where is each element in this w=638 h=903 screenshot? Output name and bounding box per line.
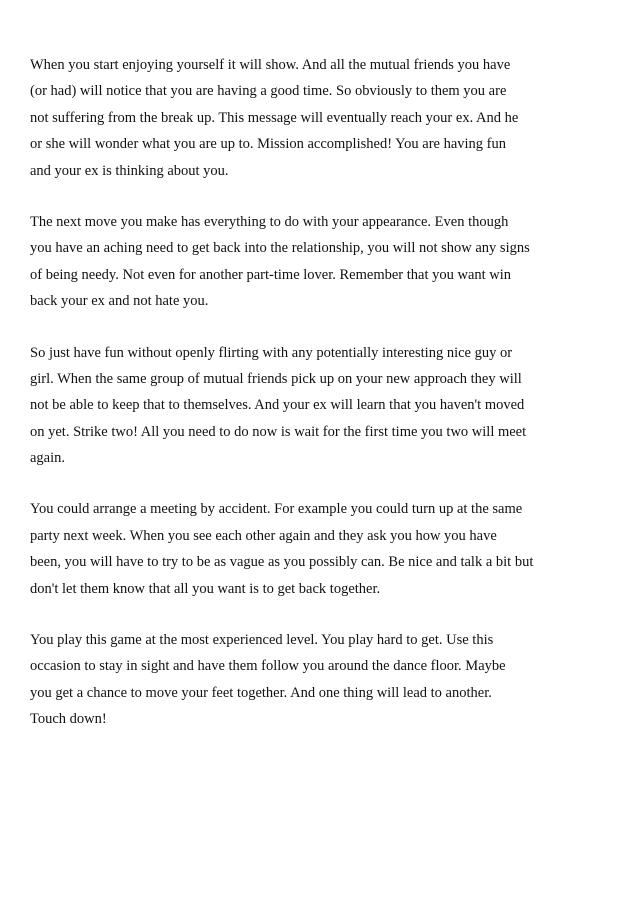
- text-line: (or had) will notice that you are having a good time. So obviously to them you are: [30, 83, 507, 100]
- text-line: you have an aching need to get back into the relationship, you will not show any signs: [30, 240, 530, 257]
- text-line: on yet. Strike two! All you need to do now is wait for the first time you two will meet: [30, 423, 527, 440]
- paragraph-5: [30, 627, 590, 733]
- text-line: don't let them know that all you want is to get back together.: [30, 580, 381, 597]
- text-line: Touch down!: [30, 711, 107, 728]
- body-text: [30, 52, 590, 758]
- text-line: occasion to stay in sight and have them follow you around the dance floor. Maybe: [30, 658, 506, 675]
- text-line: you get a chance to move your feet together. And one thing will lead to another.: [30, 684, 492, 701]
- text-line: girl. When the same group of mutual friends pick up on your new approach they will: [30, 370, 522, 387]
- text-line: You play this game at the most experienced level. You play hard to get. Use this: [30, 632, 494, 649]
- text-line: back your ex and not hate you.: [30, 293, 209, 310]
- text-line: party next week. When you see each other again and they ask you how you have: [30, 527, 497, 544]
- paragraph-3: [30, 340, 590, 472]
- paragraph-1: [30, 52, 590, 184]
- text-line: or she will wonder what you are up to. Mission accomplished! You are having fun: [30, 136, 507, 153]
- paragraph-4: [30, 496, 590, 602]
- text-line: When you start enjoying yourself it will show. And all the mutual friends you have: [30, 57, 511, 73]
- text-line: again.: [30, 450, 66, 467]
- paragraph-2: [30, 209, 590, 315]
- text-line: of being needy. Not even for another part-time lover. Remember that you want win: [30, 266, 512, 283]
- text-line: So just have fun without openly flirting with any potentially interesting nice guy or: [30, 344, 513, 361]
- text-line: You could arrange a meeting by accident. For example you could turn up at the same: [30, 501, 523, 518]
- text-line: not suffering from the break up. This message will eventually reach your ex. And he: [30, 109, 519, 126]
- text-line: not be able to keep that to themselves. And your ex will learn that you haven't moved: [30, 397, 525, 414]
- text-line: been, you will have to try to be as vague as you possibly can. Be nice and talk a bit but: [30, 554, 534, 571]
- text-line: and your ex is thinking about you.: [30, 162, 229, 179]
- text-line: The next move you make has everything to do with your appearance. Even though: [30, 213, 509, 230]
